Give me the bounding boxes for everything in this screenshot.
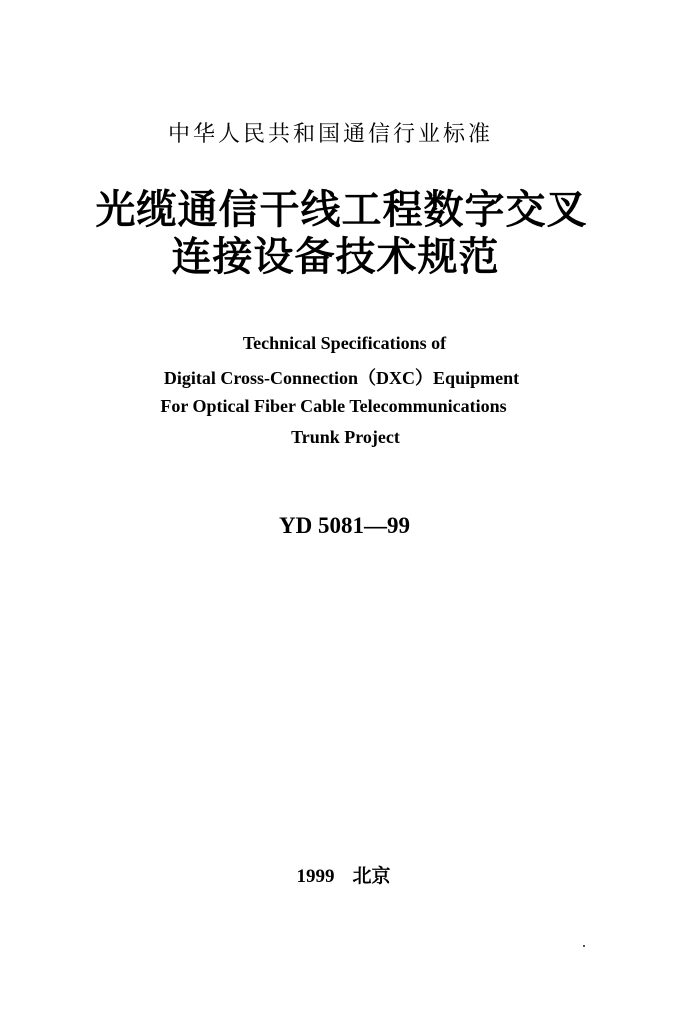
english-title-line-1: Technical Specifications of	[242, 333, 447, 353]
publication-year: 1999	[296, 866, 335, 887]
english-title-line-4: Trunk Project	[291, 427, 400, 447]
standard-category: 中华人民共和国通信行业标准	[167, 122, 493, 147]
chinese-title-line-2: 连接设备技术规范	[171, 233, 500, 280]
english-title-line-3: For Optical Fiber Cable Telecommunications	[160, 396, 507, 416]
scan-speck	[583, 945, 585, 947]
imprint	[6, 861, 675, 888]
standard-number: YD 5081—99	[279, 513, 410, 538]
english-title-line-2: Digital Cross-Connection（DXC）Equipment	[163, 368, 520, 388]
publication-place: 北京	[352, 865, 391, 887]
chinese-title-line-1: 光缆通信干线工程数字交叉	[95, 186, 588, 233]
